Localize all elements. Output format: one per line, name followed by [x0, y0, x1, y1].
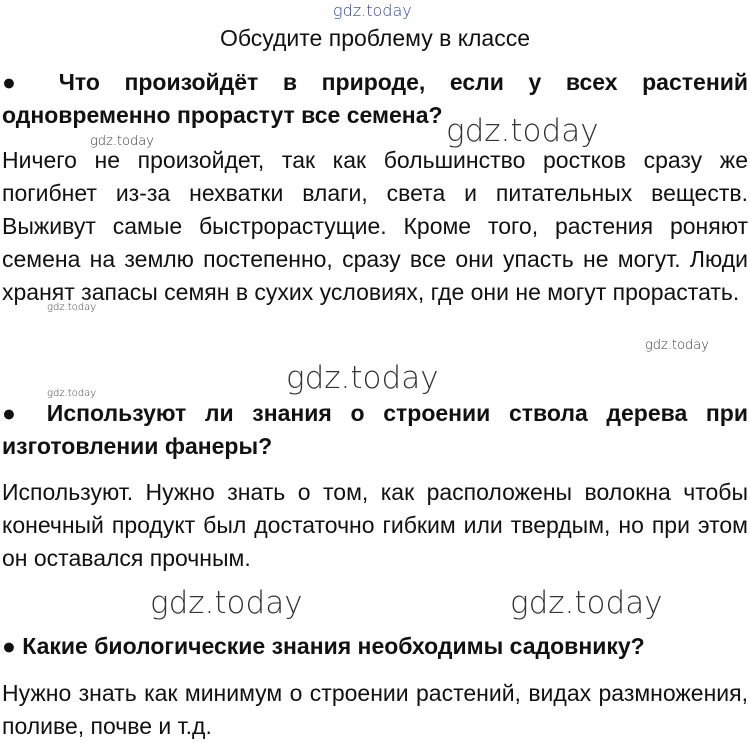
- watermark: gdz.today: [150, 585, 303, 621]
- answer-3: Нужно знать как минимум о строении растений, видах размножения, поливе, почве и т.д.: [2, 680, 748, 739]
- watermark: gdz.today: [47, 302, 97, 313]
- page-title: Обсудите проблему в классе: [219, 25, 531, 51]
- watermark: gdz.today: [90, 134, 154, 149]
- answer-2: Используют. Нужно знать о том, как расположены волокна чтобы конечный продукт был достаточно гибким или твердым, но при этом он оставался прочным.: [2, 479, 748, 571]
- answer-1: Ничего не произойдет, так как большинство ростков сразу же погибнет из-за нехватки влаги, света и питательных веществ. Выживут самые быстрорастущие. Кроме того, растения роняют семена на землю постепенно, сразу все они упасть не могут. Люди хранят запасы семян в сухих условиях, где они не могут прорастать.: [2, 147, 748, 305]
- question-1: ● Что произойдёт в природе, если у всех растений одновременно прорастут все семена?: [2, 69, 748, 128]
- watermark: gdz.today: [286, 360, 439, 396]
- watermark: gdz.today: [47, 388, 97, 399]
- watermark-top: gdz.today: [333, 1, 412, 20]
- question-2: ● Используют ли знания о строении ствола дерева при изготовлении фанеры?: [2, 400, 748, 459]
- question-3: ● Какие биологические знания необходимы садовнику?: [2, 633, 645, 659]
- watermark: gdz.today: [510, 585, 663, 621]
- watermark: gdz.today: [645, 338, 709, 353]
- watermark: gdz.today: [446, 113, 599, 149]
